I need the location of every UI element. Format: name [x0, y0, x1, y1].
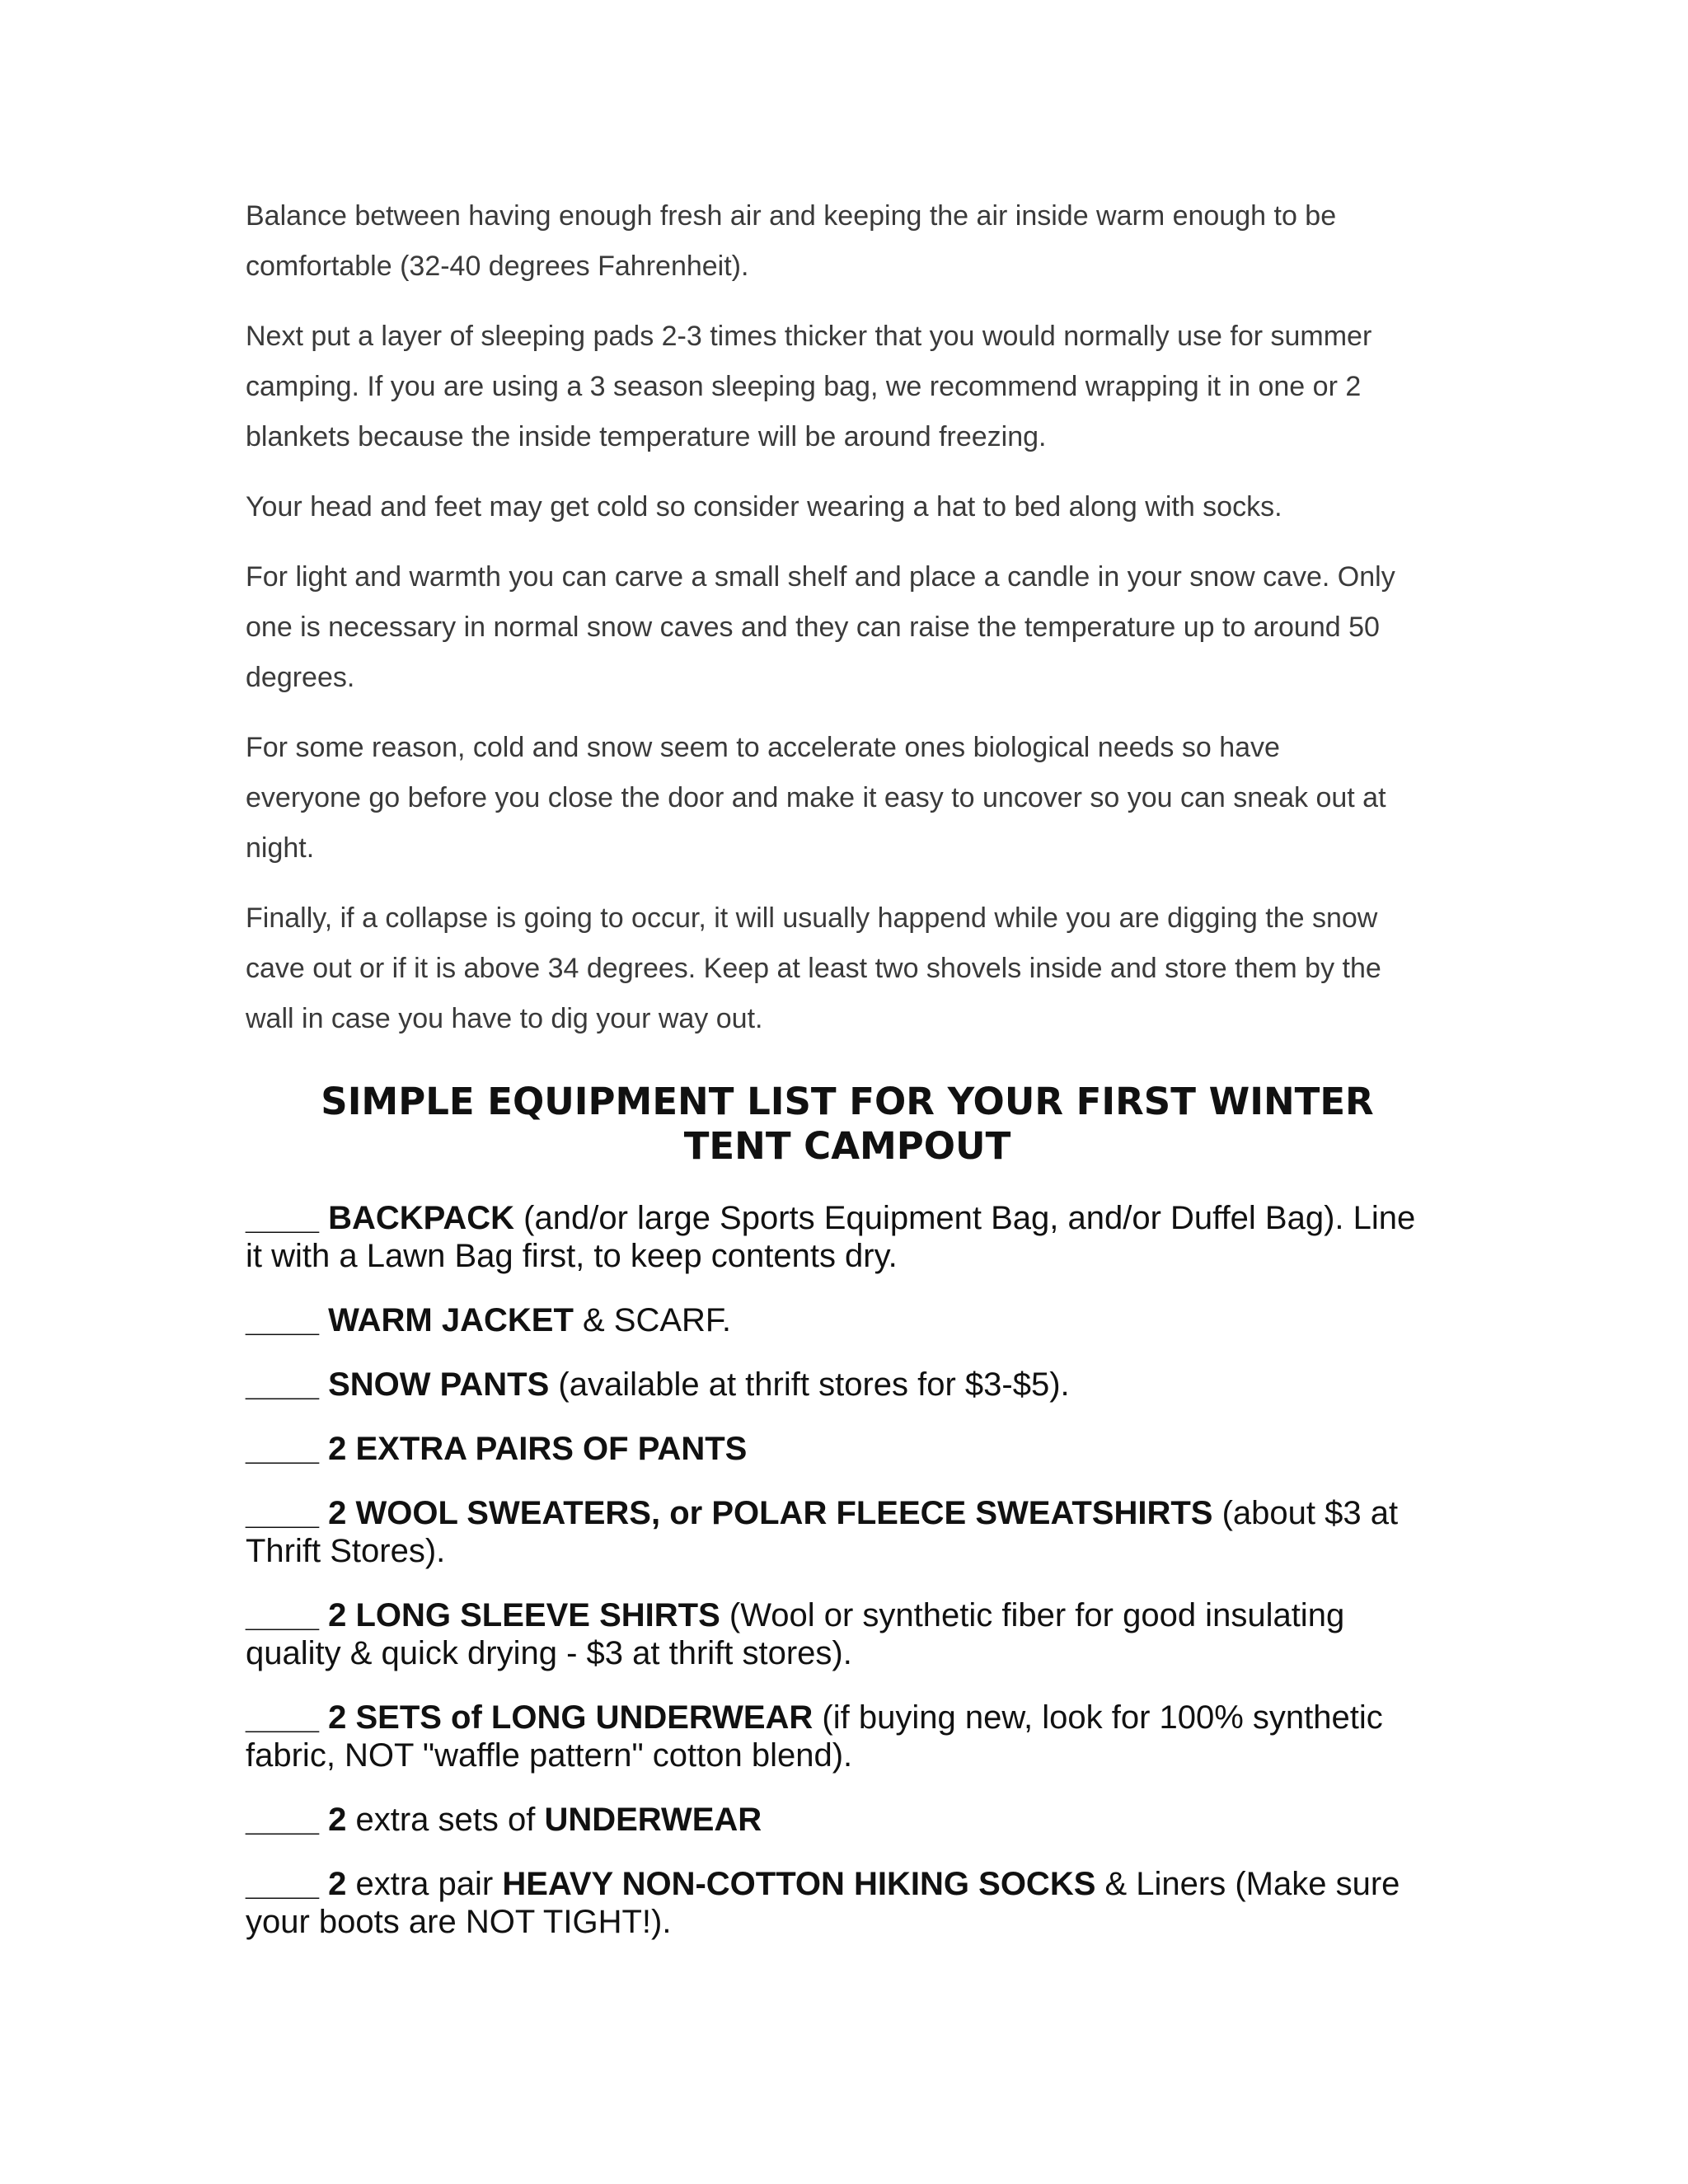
text-line: For some reason, cold and snow seem to accelerate ones biological needs so have: [246, 732, 1280, 763]
text-line: comfortable (32-40 degrees Fahrenheit).: [246, 251, 749, 282]
text-line: cave out or if it is above 34 degrees. Keep at least two shovels inside and store them by the: [246, 953, 1381, 984]
paragraph-ventilation: [246, 191, 1449, 292]
text-line: Balance between having enough fresh air and keeping the air inside warm enough to be: [246, 200, 1337, 232]
list-item-snow-pants: [246, 1366, 1457, 1404]
item-line: [246, 1199, 1457, 1237]
checkbox-blank: ____: [246, 1431, 319, 1467]
item-line: [246, 1301, 1457, 1339]
item-detail-line: your boots are NOT TIGHT!).: [246, 1904, 672, 1940]
item-name: UNDERWEAR: [544, 1802, 762, 1838]
item-line: [246, 1596, 1457, 1634]
list-item-warm-jacket: [246, 1301, 1457, 1339]
list-item-hiking-socks: [246, 1865, 1457, 1941]
equipment-list: [246, 1199, 1457, 1967]
body-text: [246, 191, 1449, 1064]
item-name: HEAVY NON-COTTON HIKING SOCKS: [502, 1866, 1096, 1902]
section-heading: [246, 1080, 1449, 1169]
list-item-long-sleeve-shirts: [246, 1596, 1457, 1672]
item-detail: & Liners (Make sure: [1095, 1866, 1400, 1902]
text-line: For light and warmth you can carve a small shelf and place a candle in your snow cave. Only: [246, 561, 1395, 593]
checkbox-blank: ____: [246, 1366, 319, 1403]
item-line: [246, 1801, 1457, 1839]
item-detail-line: fabric, NOT "waffle pattern" cotton blend).: [246, 1737, 853, 1774]
paragraph-collapse: [246, 893, 1449, 1044]
text-line: everyone go before you close the door and make it easy to uncover so you can sneak out at: [246, 782, 1386, 813]
item-detail: (if buying new, look for 100% synthetic: [813, 1699, 1383, 1736]
paragraph-biological-needs: [246, 723, 1449, 874]
item-quantity: 2: [328, 1802, 347, 1838]
list-item-extra-pants: [246, 1430, 1457, 1468]
item-quantity: 2: [328, 1866, 347, 1902]
item-detail-line: Thrift Stores).: [246, 1533, 446, 1569]
item-detail: extra sets of: [346, 1802, 545, 1838]
checkbox-blank: ____: [246, 1699, 319, 1736]
checkbox-blank: ____: [246, 1802, 319, 1838]
item-line: [246, 1366, 1457, 1404]
heading-line: SIMPLE EQUIPMENT LIST FOR YOUR FIRST WINTER: [321, 1080, 1374, 1123]
item-detail: (about $3 at: [1212, 1495, 1399, 1531]
text-line: blankets because the inside temperature will be around freezing.: [246, 421, 1047, 452]
item-line: [246, 1430, 1457, 1468]
list-item-backpack: [246, 1199, 1457, 1275]
checkbox-blank: ____: [246, 1597, 319, 1633]
text-line: degrees.: [246, 662, 355, 693]
checkbox-blank: ____: [246, 1302, 319, 1338]
item-name: BACKPACK: [328, 1200, 515, 1236]
checkbox-blank: ____: [246, 1495, 319, 1531]
item-name: 2 SETS of LONG UNDERWEAR: [328, 1699, 814, 1736]
item-name: SNOW PANTS: [328, 1366, 550, 1403]
item-name: WARM JACKET: [328, 1302, 574, 1338]
item-detail: (and/or large Sports Equipment Bag, and/or Duffel Bag). Line: [514, 1200, 1416, 1236]
text-line: camping. If you are using a 3 season sleeping bag, we recommend wrapping it in one or 2: [246, 371, 1362, 402]
item-line: [246, 1865, 1457, 1903]
checkbox-blank: ____: [246, 1866, 319, 1902]
list-item-underwear: [246, 1801, 1457, 1839]
text-line: Your head and feet may get cold so consider wearing a hat to bed along with socks.: [246, 491, 1282, 523]
item-line: [246, 1494, 1457, 1532]
item-detail: extra pair: [346, 1866, 503, 1902]
item-detail-line: quality & quick drying - $3 at thrift stores).: [246, 1635, 852, 1671]
paragraph-sleeping-pads: [246, 312, 1449, 462]
paragraph-head-feet: [246, 482, 1449, 532]
text-line: one is necessary in normal snow caves and they can raise the temperature up to around 50: [246, 612, 1380, 643]
item-name: 2 LONG SLEEVE SHIRTS: [328, 1597, 720, 1633]
list-item-sweaters: [246, 1494, 1457, 1570]
text-line: wall in case you have to dig your way out.: [246, 1003, 763, 1034]
item-detail-line: it with a Lawn Bag first, to keep contents dry.: [246, 1238, 898, 1274]
paragraph-candle: [246, 552, 1449, 703]
item-detail: (Wool or synthetic fiber for good insulating: [720, 1597, 1345, 1633]
item-detail: (available at thrift stores for $3-$5).: [549, 1366, 1070, 1403]
item-name: 2 WOOL SWEATERS, or POLAR FLEECE SWEATSHIRTS: [328, 1495, 1213, 1531]
text-line: Finally, if a collapse is going to occur, it will usually happend while you are digging the snow: [246, 902, 1378, 934]
checkbox-blank: ____: [246, 1200, 319, 1236]
item-name: 2 EXTRA PAIRS OF PANTS: [328, 1431, 748, 1467]
item-detail: & SCARF.: [573, 1302, 732, 1338]
text-line: Next put a layer of sleeping pads 2-3 times thicker that you would normally use for summer: [246, 321, 1372, 352]
text-line: night.: [246, 832, 315, 864]
heading-line: TENT CAMPOUT: [683, 1124, 1011, 1168]
list-item-long-underwear: [246, 1699, 1457, 1774]
item-line: [246, 1699, 1457, 1736]
